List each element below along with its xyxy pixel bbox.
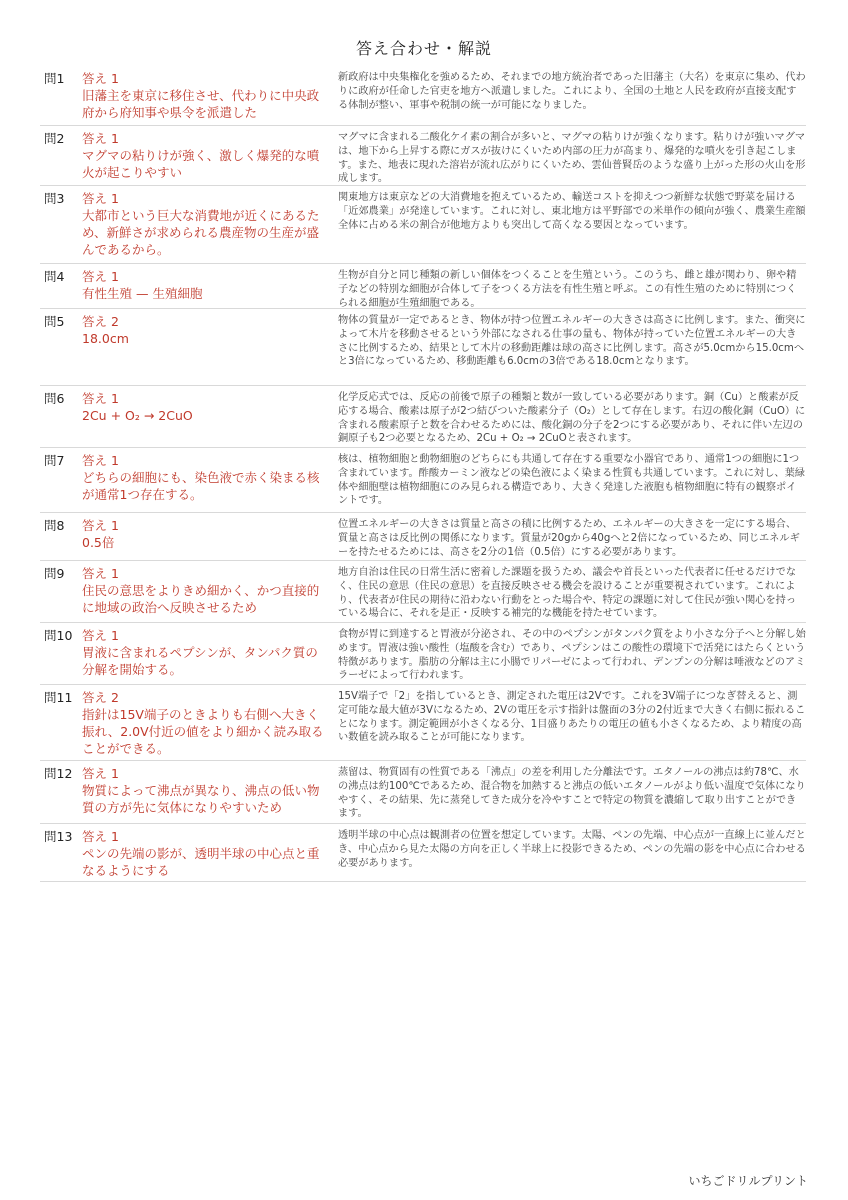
explanation-text: 地方自治は住民の日常生活に密着した課題を扱うため、議会や首長といった代表者に任せるだけでなく、住民の意思（住民の意思）を直接反映させる機会を設けることが重要視されています。これにより、代表者が住民の期待に沿わない行動をとった場合や、特定の課題に対して住民が強い関心を持っている場合に、それを是正・反映する補完的な機能を持たせています。 [338, 567, 797, 620]
answer-label: 答え 1 [82, 131, 119, 146]
explanation-text: 新政府は中央集権化を強めるため、それまでの地方統治者であった旧藩主（大名）を東京に集め、代わりに政府が任命した官吏を地方へ派遣しました。これにより、全国の土地と人民を政府が直接支配する体制が整い、軍事や税制の統一が可能になりました。 [338, 72, 806, 111]
explanation-text: 位置エネルギーの大きさは質量と高さの積に比例するため、エネルギーの大きさを一定にする場合、質量と高さは反比例の関係になります。質量が20gから40gへと2倍になっているため、同じエネルギーを持たせるためには、高さを2分の1倍（0.5倍）にする必要があります。 [338, 519, 800, 558]
explanation-text: 透明半球の中心点は観測者の位置を想定しています。太陽、ペンの先端、中心点が一直線上に並んだとき、中心点から見た太陽の方向を正しく半球上に投影できるため、ペンの先端の影を中心点に合わせる必要があります。 [338, 830, 806, 869]
answer-list [40, 66, 806, 882]
answer-label: 答え 1 [82, 766, 119, 781]
question-row-11 [40, 685, 806, 761]
answer-label: 答え 1 [82, 391, 119, 406]
question-row-12 [40, 761, 806, 824]
answer-block [82, 517, 338, 555]
answer-text: マグマの粘りけが強く、激しく爆発的な噴火が起こりやすい [82, 148, 320, 180]
answer-label: 答え 1 [82, 453, 119, 468]
answer-block [82, 765, 338, 818]
page-title: 答え合わせ・解説 [355, 39, 492, 58]
explanation-text: 食物が胃に到達すると胃液が分泌され、その中のペプシンがタンパク質をより小さな分子へと分解し始めます。胃液は強い酸性（塩酸を含む）であり、ペプシンはこの酸性の環境下で活発にはたらくという特徴があります。脂肪の分解は主に小腸でリパーゼによって行われ、デンプンの分解は唾液などのアミラーゼによって行われます。 [338, 629, 806, 682]
answer-label: 答え 1 [82, 191, 119, 206]
question-number: 問4 [44, 269, 65, 284]
question-number: 問5 [44, 314, 65, 329]
question-number: 問2 [44, 131, 65, 146]
footer-brand: いちごドリルプリント [688, 1174, 808, 1188]
question-number: 問9 [44, 566, 65, 581]
answer-block [82, 390, 338, 442]
answer-text: 旧藩主を東京に移住させ、代わりに中央政府から府知事や県令を派遣した [82, 88, 320, 120]
explanation-text: 関東地方は東京などの大消費地を抱えているため、輸送コストを抑えつつ新鮮な状態で野菜を届ける「近郊農業」が発達しています。これに対し、東北地方は平野部での米単作の傾向が強く、農業生産額全体に占める米の割合が他地方よりも突出して高くなる要因となっています。 [338, 192, 806, 231]
answer-block [82, 130, 338, 180]
question-row-4 [40, 264, 806, 309]
answer-label: 答え 1 [82, 628, 119, 643]
answer-text: 指針は15V端子のときよりも右側へ大きく振れ、2.0V付近の値をより細かく読み取ることができる。 [82, 707, 324, 756]
explanation-text: 核は、植物細胞と動物細胞のどちらにも共通して存在する重要な小器官であり、通常1つの細胞に1つ含まれています。酢酸カーミン液などの染色液によく染まる性質も共通しています。これに対し、葉緑体や細胞壁は植物細胞にのみ見られる構造であり、大きく発達した液胞も植物細胞に特有の観察ポイントです。 [338, 454, 805, 507]
explanation-text: 蒸留は、物質固有の性質である「沸点」の差を利用した分離法です。エタノールの沸点は約78℃、水の沸点は約100℃であるため、混合物を加熱すると沸点の低いエタノールがより低い温度で気体になりやすく、その結果、先に蒸発してきた成分を冷やすことで特定の物質を濃縮して取り出すことができます。 [338, 767, 806, 820]
answer-text: 住民の意思をよりきめ細かく、かつ直接的に地域の政治へ反映させるため [82, 583, 320, 615]
answer-text: 有性生殖 — 生殖細胞 [82, 286, 203, 301]
answer-text: 胃液に含まれるペプシンが、タンパク質の分解を開始する。 [82, 645, 318, 677]
answer-label: 答え 2 [82, 690, 119, 705]
answer-block [82, 190, 338, 258]
question-number: 問7 [44, 453, 65, 468]
answer-label: 答え 1 [82, 71, 119, 86]
question-row-9 [40, 561, 806, 623]
explanation-text: マグマに含まれる二酸化ケイ素の割合が多いと、マグマの粘りけが強くなります。粘りけが強いマグマは、地下から上昇する際にガスが抜けにくいため内部の圧力が高まり、爆発的な噴火を引き起こします。また、地表に現れた溶岩が流れ広がりにくいため、雲仙普賢岳のような盛り上がった形の火山を形成します。 [338, 132, 806, 185]
question-number: 問6 [44, 391, 65, 406]
answer-label: 答え 2 [82, 314, 119, 329]
answer-text: 0.5倍 [82, 535, 115, 550]
answer-block [82, 565, 338, 617]
question-row-6 [40, 386, 806, 448]
question-number: 問13 [44, 829, 73, 844]
answer-label: 答え 1 [82, 269, 119, 284]
answer-label: 答え 1 [82, 518, 119, 533]
answer-text: 18.0cm [82, 331, 129, 346]
answer-block [82, 828, 338, 876]
answer-text: ペンの先端の影が、透明半球の中心点と重なるようにする [82, 846, 320, 878]
answer-block [82, 313, 338, 380]
answer-label: 答え 1 [82, 566, 119, 581]
answer-text: 大都市という巨大な消費地が近くにあるため、新鮮さが求められる農産物の生産が盛んであるから。 [82, 208, 320, 257]
answer-block [82, 627, 338, 679]
question-row-5 [40, 309, 806, 386]
answer-block [82, 689, 338, 755]
question-number: 問3 [44, 191, 65, 206]
question-row-10 [40, 623, 806, 685]
question-row-1 [40, 66, 806, 126]
explanation-text: 化学反応式では、反応の前後で原子の種類と数が一致している必要があります。銅（Cu）と酸素が反応する場合、酸素は原子が2つ結びついた酸素分子（O₂）として存在します。右辺の酸化銅（CuO）に含まれる酸素原子と数を合わせるためには、酸化銅の分子を2つにする必要があり、それに伴い左辺の銅原子も2つ必要となるため、2Cu + O₂ → 2CuOと表されます。 [338, 392, 806, 445]
answer-text: 2Cu + O₂ → 2CuO [82, 408, 193, 423]
explanation-text: 15V端子で「2」を指しているとき、測定された電圧は2Vです。これを3V端子につなぎ替えると、測定可能な最大値が3Vになるため、2Vの電圧を示す指針は盤面の3分の2付近まで大きく右側に振れることになります。測定範囲が小さくなる分、1目盛りあたりの電圧の値も小さくなるため、より精度の高い数値を読み取ることが可能になります。 [338, 691, 806, 744]
question-row-13 [40, 824, 806, 882]
answer-block [82, 268, 338, 303]
question-row-7 [40, 448, 806, 513]
answer-label: 答え 1 [82, 829, 119, 844]
answer-text: 物質によって沸点が異なり、沸点の低い物質の方が先に気体になりやすいため [82, 783, 320, 815]
question-row-2 [40, 126, 806, 186]
explanation-text: 生物が自分と同じ種類の新しい個体をつくることを生殖という。このうち、雌と雄が関わり、卵や精子などの特別な細胞が合体して子をつくる方法を有性生殖と呼ぶ。この有性生殖のために特別につくられる細胞が生殖細胞である。 [338, 270, 797, 309]
question-row-8 [40, 513, 806, 561]
explanation-text: 物体の質量が一定であるとき、物体が持つ位置エネルギーの大きさは高さに比例します。また、衝突によって木片を移動させるという外部になされる仕事の量も、物体が持っていた位置エネルギーの大きさに比例するため、結果として木片の移動距離は球の高さに比例します。高さが5.0cmから15.0cmへと3倍になっているため、移動距離も6.0cmの3倍である18.0cmとなります。 [338, 315, 806, 368]
question-number: 問11 [44, 690, 73, 705]
question-row-3 [40, 186, 806, 264]
answer-block [82, 70, 338, 120]
question-number: 問1 [44, 71, 65, 86]
question-number: 問12 [44, 766, 73, 781]
question-number: 問8 [44, 518, 65, 533]
question-number: 問10 [44, 628, 73, 643]
answer-block [82, 452, 338, 507]
answer-text: どちらの細胞にも、染色液で赤く染まる核が通常1つ存在する。 [82, 470, 320, 502]
